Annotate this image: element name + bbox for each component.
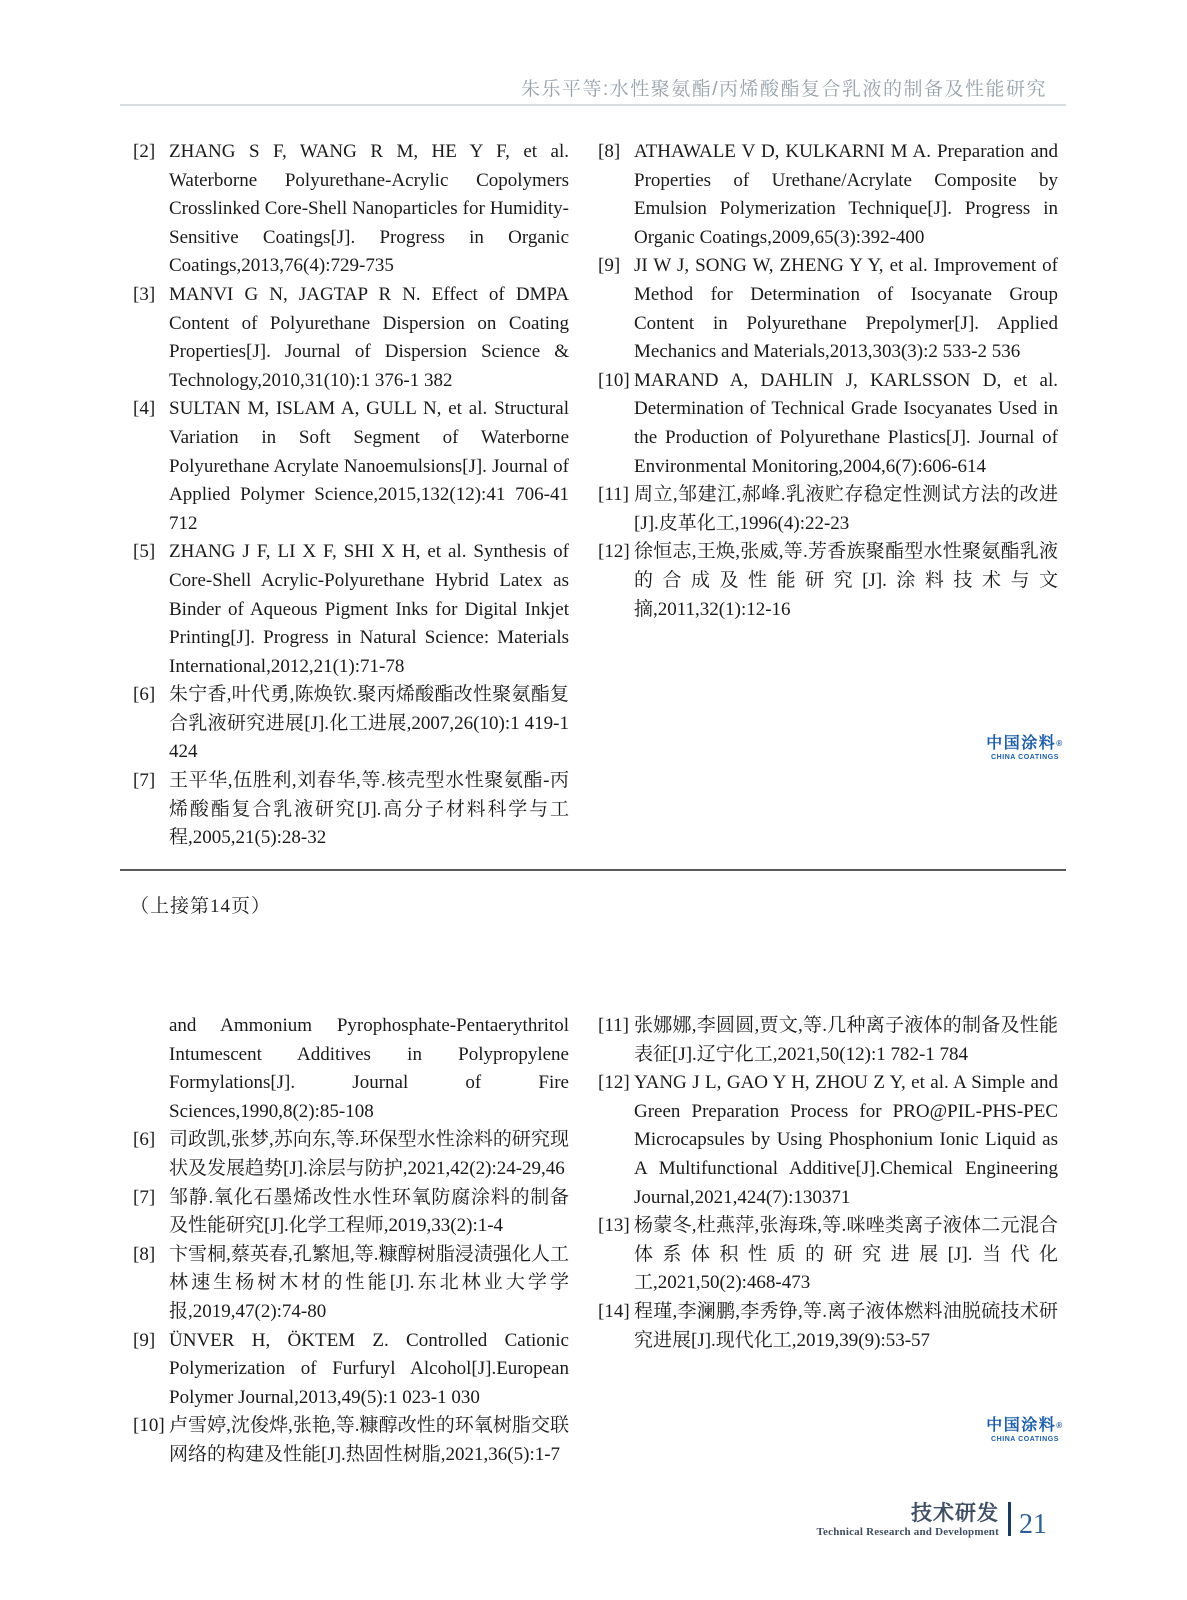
reference-number: [12]: [598, 541, 630, 563]
reference-text: ZHANG J F, LI X F, SHI X H, et al. Synthesis of Core-Shell Acrylic-Polyurethane Hybrid Latex as Binder of Aqueous Pigment Inks for Digital Inkjet Printing[J]. Progress in Natural Science: Materials International,2012,21(1):71-78: [169, 541, 569, 677]
reference-item: [133, 538, 569, 681]
reference-item: [133, 281, 569, 395]
reference-number: [5]: [133, 541, 156, 563]
reference-number: [3]: [133, 283, 156, 305]
page-footer: [817, 1502, 1048, 1539]
reference-item: [598, 1212, 1058, 1298]
section-divider-rule: [120, 869, 1066, 871]
reference-item: [598, 138, 1058, 252]
reference-item: [598, 1069, 1058, 1212]
reference-number: [14]: [598, 1300, 630, 1322]
references-top-left-column: [133, 138, 569, 853]
reference-text: SULTAN M, ISLAM A, GULL N, et al. Structural Variation in Soft Segment of Waterborne Polyurethane Acrylate Nanoemulsions[J]. Journal of Applied Polymer Science,2015,132(12):41 706-41 712: [169, 398, 569, 534]
reference-text: 张娜娜,李圆圆,贾文,等.几种离子液体的制备及性能表征[J].辽宁化工,2021,50(12):1 782-1 784: [634, 1015, 1058, 1065]
reference-text: 卞雪桐,蔡英春,孔繁旭,等.糠醇树脂浸渍强化人工林速生杨树木材的性能[J].东北林业大学学报,2019,47(2):74-80: [169, 1243, 569, 1322]
registered-mark: ®: [1056, 1421, 1064, 1430]
footer-divider-bar: [1008, 1502, 1011, 1536]
reference-number: [4]: [133, 398, 156, 420]
reference-item: [598, 367, 1058, 481]
china-coatings-logo-cn: 中国涂料®: [986, 735, 1064, 752]
reference-text: ATHAWALE V D, KULKARNI M A. Preparation and Properties of Urethane/Acrylate Composite by Emulsion Polymerization Technique[J]. Progress in Organic Coatings,2009,65(3):392-400: [634, 141, 1058, 248]
registered-mark: ®: [1056, 739, 1064, 748]
reference-number: [11]: [598, 1015, 629, 1036]
references-continued-left-column: [133, 1012, 569, 1470]
reference-number: [9]: [598, 255, 621, 277]
references-top-right-column: [598, 138, 1058, 624]
reference-number: [9]: [133, 1329, 156, 1351]
reference-item: [133, 1126, 569, 1183]
reference-number: [2]: [133, 141, 156, 162]
header-rule: [120, 104, 1066, 106]
reference-item: [598, 1012, 1058, 1069]
reference-text: 周立,邹建江,郝峰.乳液贮存稳定性测试方法的改进[J].皮革化工,1996(4):22-23: [634, 484, 1058, 534]
reference-item: [133, 138, 569, 281]
reference-number: [6]: [133, 684, 156, 706]
reference-item: [133, 1327, 569, 1413]
reference-number: [7]: [133, 1186, 156, 1208]
china-coatings-logo-en: CHINA COATINGS: [991, 754, 1059, 761]
china-coatings-logo-cn: 中国涂料®: [986, 1417, 1064, 1434]
reference-item: [133, 395, 569, 538]
china-coatings-logo-en: CHINA COATINGS: [991, 1436, 1059, 1443]
china-coatings-logo: [985, 1417, 1065, 1444]
reference-item: [598, 481, 1058, 538]
reference-item: [598, 252, 1058, 366]
footer-section-title: [817, 1502, 1000, 1539]
reference-number: [13]: [598, 1215, 630, 1237]
china-coatings-logo: [985, 735, 1065, 762]
page-number: 21: [1019, 1509, 1047, 1540]
reference-text: 程瑾,李澜鹏,李秀铮,等.离子液体燃料油脱硫技术研究进展[J].现代化工,2019,39(9):53-57: [634, 1300, 1058, 1351]
reference-item: [133, 767, 569, 853]
reference-text: 杨蒙冬,杜燕萍,张海珠,等.咪唑类离子液体二元混合体系体积性质的研究进展[J].当代化工,2021,50(2):468-473: [634, 1215, 1058, 1294]
footer-section-en: Technical Research and Development: [816, 1526, 999, 1538]
reference-text: 卢雪婷,沈俊烨,张艳,等.糠醇改性的环氧树脂交联网络的构建及性能[J].热固性树脂,2021,36(5):1-7: [169, 1415, 569, 1465]
reference-text: 司政凯,张梦,苏向东,等.环保型水性涂料的研究现状及发展趋势[J].涂层与防护,2021,42(2):24-29,46: [169, 1129, 569, 1179]
running-head-title: 朱乐平等:水性聚氨酯/丙烯酸酯复合乳液的制备及性能研究: [520, 79, 1047, 100]
reference-number: [11]: [598, 484, 629, 506]
reference-item: [133, 1184, 569, 1241]
reference-number: [6]: [133, 1129, 156, 1151]
reference-text: 徐恒志,王焕,张威,等.芳香族聚酯型水性聚氨酯乳液的合成及性能研究[J].涂料技术与文摘,2011,32(1):12-16: [634, 541, 1058, 620]
reference-item: [133, 1241, 569, 1327]
reference-text: 邹静.氧化石墨烯改性水性环氧防腐涂料的制备及性能研究[J].化学工程师,2019,33(2):1-4: [169, 1186, 569, 1237]
reference-item: [133, 1412, 569, 1469]
reference-text: YANG J L, GAO Y H, ZHOU Z Y, et al. A Simple and Green Preparation Process for PRO@PIL-PHS-PEC Microcapsules by Using Phosphonium Ionic Liquid as A Multifunctional Additive[J].Chemical Engineering Journal,2021,424(7):130371: [634, 1072, 1058, 1208]
reference-text: and Ammonium Pyrophosphate-Pentaerythritol Intumescent Additives in Polypropylene Formylations[J]. Journal of Fire Sciences,1990,8(2):85-108: [169, 1015, 569, 1122]
reference-item: [133, 1012, 569, 1126]
reference-text: ÜNVER H, ÖKTEM Z. Controlled Cationic Polymerization of Furfuryl Alcohol[J].European Polymer Journal,2013,49(5):1 023-1 030: [169, 1329, 569, 1408]
reference-text: MARAND A, DAHLIN J, KARLSSON D, et al. Determination of Technical Grade Isocyanates Used in the Production of Polyurethane Plastics[J]. Journal of Environmental Monitoring,2004,6(7):606-614: [634, 369, 1058, 477]
reference-item: [598, 538, 1058, 624]
reference-item: [133, 681, 569, 767]
reference-item: [598, 1298, 1058, 1355]
reference-text: 朱宁香,叶代勇,陈焕钦.聚丙烯酸酯改性聚氨酯复合乳液研究进展[J].化工进展,2007,26(10):1 419-1 424: [169, 684, 569, 763]
reference-text: JI W J, SONG W, ZHENG Y Y, et al. Improvement of Method for Determination of Isocyanate Group Content in Polyurethane Prepolymer[J]. Applied Mechanics and Materials,2013,303(3):2 533-2 536: [634, 255, 1058, 363]
reference-number: [10]: [133, 1415, 165, 1437]
reference-number: [10]: [598, 369, 630, 391]
reference-number: [8]: [133, 1243, 156, 1265]
footer-section-cn: 技术研发: [911, 1502, 999, 1525]
reference-text: ZHANG S F, WANG R M, HE Y F, et al. Waterborne Polyurethane-Acrylic Copolymers Crosslinked Core-Shell Nanoparticles for Humidity-Sensitive Coatings[J]. Progress in Organic Coatings,2013,76(4):729-735: [169, 141, 569, 277]
reference-number: [12]: [598, 1072, 630, 1094]
reference-text: 王平华,伍胜利,刘春华,等.核壳型水性聚氨酯-丙烯酸酯复合乳液研究[J].高分子材料科学与工程,2005,21(5):28-32: [169, 770, 569, 849]
reference-number: [7]: [133, 770, 156, 792]
reference-number: [8]: [598, 141, 621, 162]
continuation-note: （上接第14页）: [130, 896, 272, 917]
reference-text: MANVI G N, JAGTAP R N. Effect of DMPA Content of Polyurethane Dispersion on Coating Properties[J]. Journal of Dispersion Science & Technology,2010,31(10):1 376-1 382: [169, 283, 569, 391]
references-continued-right-column: [598, 1012, 1058, 1355]
